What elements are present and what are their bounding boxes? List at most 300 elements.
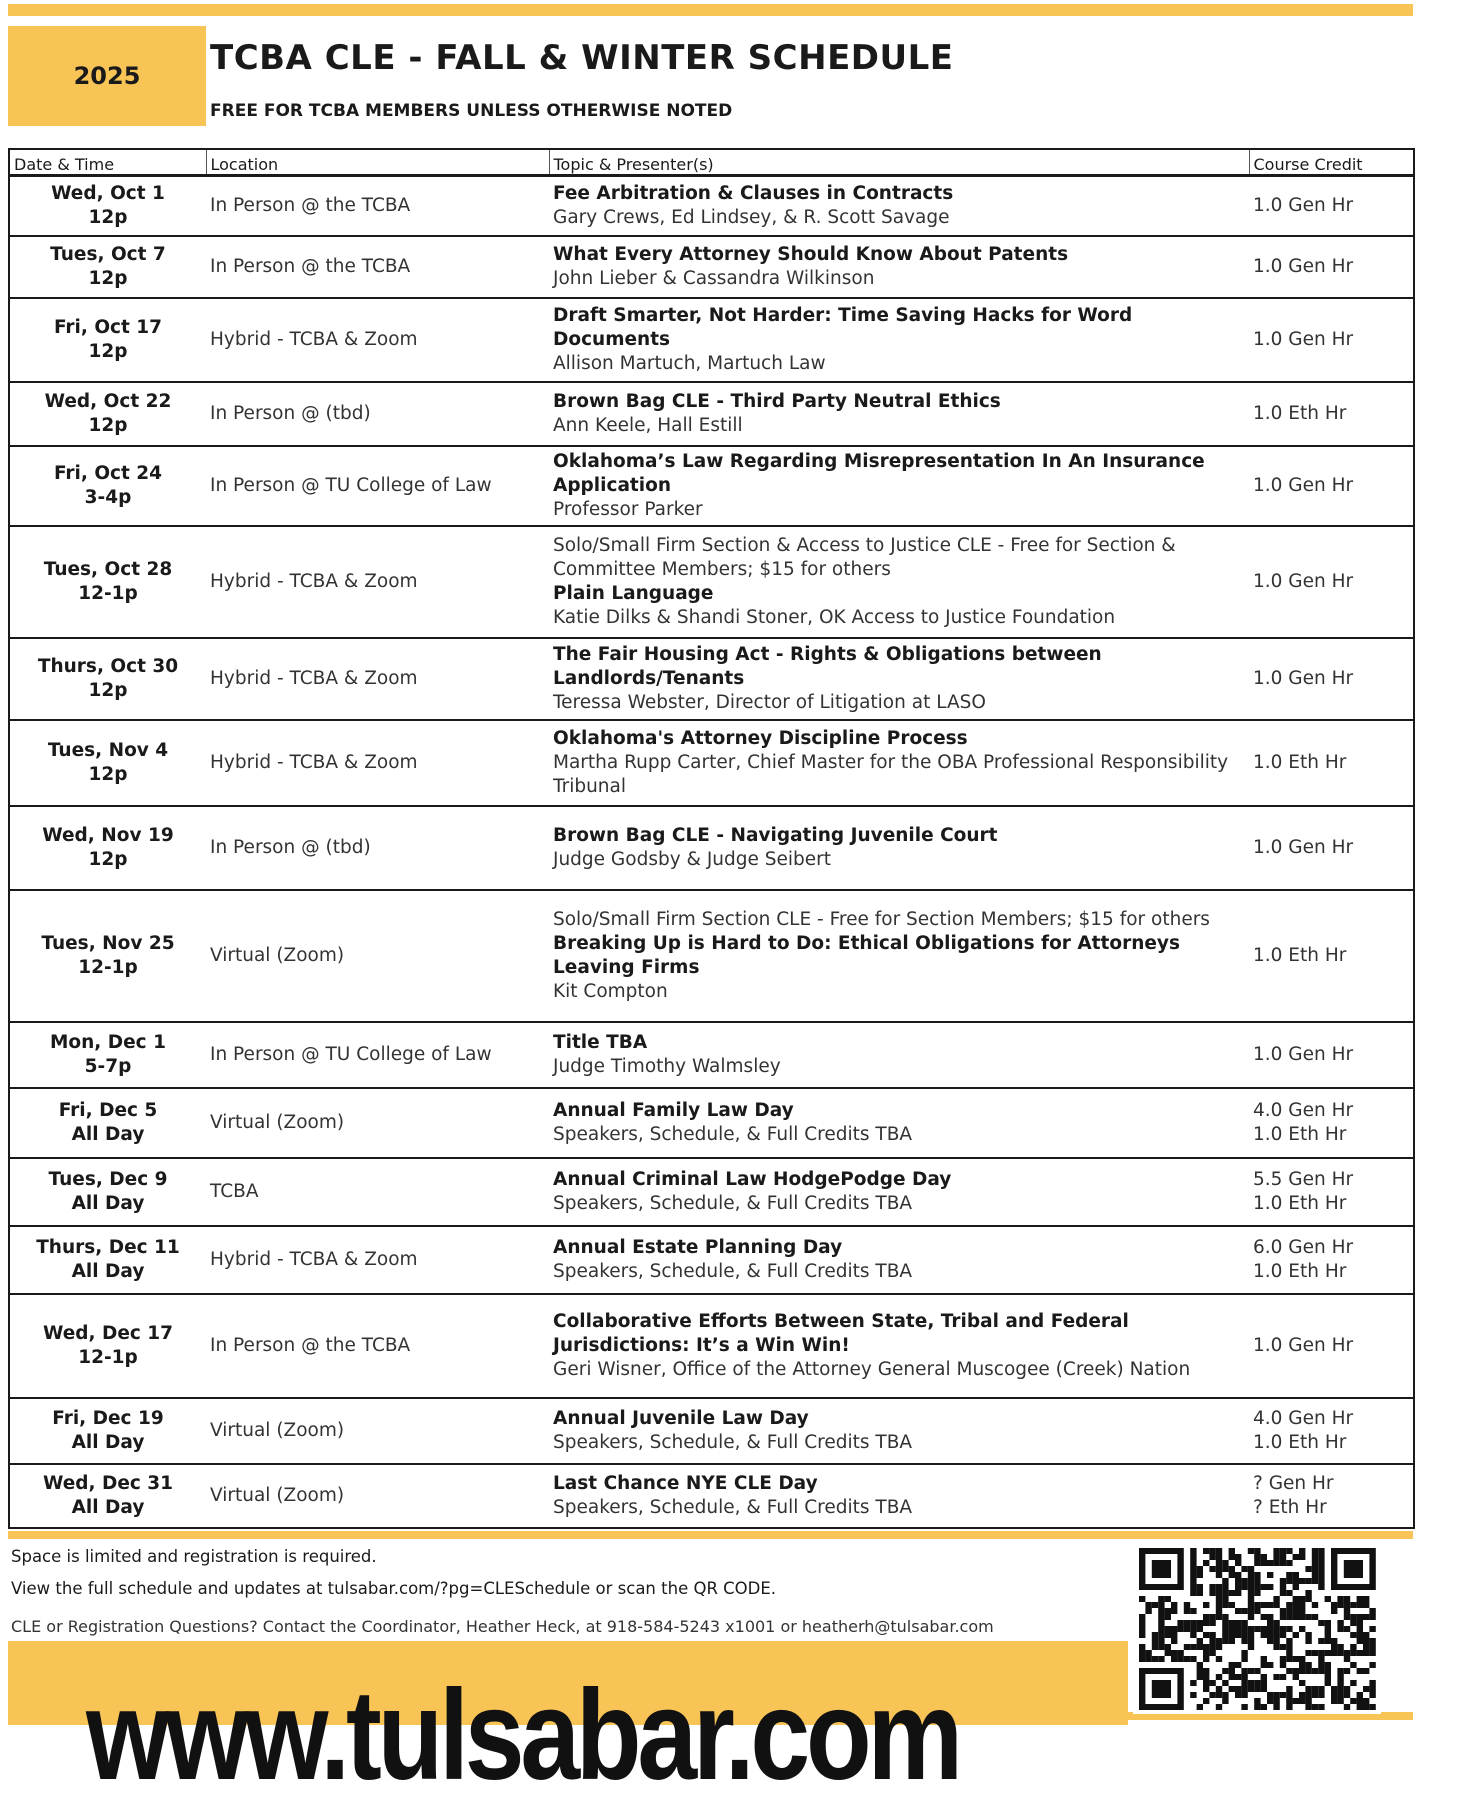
qr-module	[1325, 1620, 1331, 1626]
qr-module	[1158, 1596, 1164, 1602]
qr-module	[1363, 1602, 1369, 1608]
qr-module	[1248, 1566, 1254, 1572]
date-cell	[9, 236, 206, 298]
location-cell: Hybrid - TCBA & Zoom	[206, 638, 549, 720]
qr-module	[1293, 1632, 1299, 1638]
location-cell: In Person @ TU College of Law	[206, 1022, 549, 1088]
qr-module	[1286, 1572, 1292, 1578]
location-cell: TCBA	[206, 1158, 549, 1226]
qr-module	[1337, 1686, 1343, 1692]
location-cell: Virtual (Zoom)	[206, 1088, 549, 1158]
qr-module	[1209, 1650, 1215, 1656]
qr-module	[1267, 1620, 1273, 1626]
table-row	[9, 176, 1414, 236]
qr-module	[1190, 1626, 1196, 1632]
qr-module	[1305, 1590, 1311, 1596]
qr-module	[1293, 1596, 1299, 1602]
qr-module	[1261, 1554, 1267, 1560]
qr-module	[1139, 1644, 1145, 1650]
qr-module	[1241, 1626, 1247, 1632]
qr-module	[1293, 1614, 1299, 1620]
credit-line: 1.0 Gen Hr	[1253, 474, 1354, 496]
date-cell	[9, 382, 206, 446]
table-row	[9, 1022, 1414, 1088]
qr-module	[1331, 1692, 1337, 1698]
qr-module	[1369, 1638, 1375, 1644]
qr-module	[1363, 1614, 1369, 1620]
qr-module	[1261, 1704, 1267, 1710]
qr-module	[1248, 1668, 1254, 1674]
qr-module	[1305, 1662, 1311, 1668]
date-time: All Day	[71, 1496, 145, 1518]
qr-module	[1331, 1638, 1337, 1644]
qr-module	[1369, 1614, 1375, 1620]
qr-module	[1222, 1626, 1228, 1632]
qr-module	[1318, 1650, 1324, 1656]
qr-module	[1158, 1614, 1164, 1620]
qr-module	[1369, 1626, 1375, 1632]
qr-module	[1363, 1638, 1369, 1644]
qr-module	[1286, 1602, 1292, 1608]
qr-module	[1273, 1554, 1279, 1560]
qr-module	[1305, 1596, 1311, 1602]
qr-module	[1190, 1620, 1196, 1626]
topic-title: Collaborative Efforts Between State, Tribal and Federal Jurisdictions: It’s a Win Win!	[553, 1310, 1129, 1356]
qr-module	[1197, 1590, 1203, 1596]
qr-module	[1241, 1608, 1247, 1614]
table-row	[9, 638, 1414, 720]
qr-module	[1337, 1602, 1343, 1608]
qr-module	[1363, 1686, 1369, 1692]
qr-module	[1184, 1626, 1190, 1632]
qr-module	[1235, 1608, 1241, 1614]
qr-module	[1177, 1650, 1183, 1656]
qr-module	[1235, 1578, 1241, 1584]
qr-module	[1267, 1632, 1273, 1638]
qr-module	[1261, 1632, 1267, 1638]
qr-module	[1312, 1554, 1318, 1560]
qr-module	[1209, 1584, 1215, 1590]
credit-line: 1.0 Gen Hr	[1253, 1043, 1354, 1065]
credit-line: 1.0 Gen Hr	[1253, 667, 1354, 689]
qr-module	[1152, 1632, 1158, 1638]
credit-line: 1.0 Gen Hr	[1253, 328, 1354, 350]
qr-module	[1190, 1632, 1196, 1638]
qr-module	[1197, 1584, 1203, 1590]
qr-module	[1241, 1638, 1247, 1644]
qr-module	[1222, 1698, 1228, 1704]
qr-module	[1216, 1590, 1222, 1596]
date-day: Wed, Oct 22	[44, 390, 172, 412]
location-cell: In Person @ the TCBA	[206, 236, 549, 298]
qr-module	[1273, 1560, 1279, 1566]
qr-module	[1305, 1650, 1311, 1656]
date-day: Fri, Dec 19	[52, 1407, 164, 1429]
qr-module	[1331, 1650, 1337, 1656]
qr-module	[1312, 1566, 1318, 1572]
qr-module	[1209, 1638, 1215, 1644]
qr-module	[1158, 1608, 1164, 1614]
qr-module	[1139, 1650, 1145, 1656]
qr-module	[1190, 1692, 1196, 1698]
qr-module	[1312, 1578, 1318, 1584]
page-subtitle: FREE FOR TCBA MEMBERS UNLESS OTHERWISE NOTED	[210, 101, 733, 121]
qr-module	[1209, 1554, 1215, 1560]
topic-cell	[549, 298, 1249, 382]
qr-module	[1350, 1680, 1356, 1686]
date-time: 12p	[88, 267, 128, 289]
credit-cell	[1249, 1158, 1414, 1226]
qr-module	[1286, 1656, 1292, 1662]
qr-module	[1305, 1704, 1311, 1710]
qr-module	[1171, 1608, 1177, 1614]
qr-module	[1293, 1668, 1299, 1674]
table-row	[9, 298, 1414, 382]
qr-module	[1171, 1602, 1177, 1608]
qr-module	[1190, 1554, 1196, 1560]
qr-module	[1248, 1608, 1254, 1614]
qr-module	[1318, 1584, 1324, 1590]
qr-module	[1241, 1650, 1247, 1656]
qr-module	[1293, 1608, 1299, 1614]
qr-module	[1267, 1560, 1273, 1566]
qr-module	[1158, 1602, 1164, 1608]
table-row	[9, 1226, 1414, 1294]
qr-module	[1241, 1668, 1247, 1674]
date-day: Wed, Nov 19	[42, 824, 174, 846]
qr-module	[1184, 1656, 1190, 1662]
qr-module	[1280, 1662, 1286, 1668]
qr-module	[1312, 1692, 1318, 1698]
date-day: Wed, Dec 31	[42, 1472, 174, 1494]
qr-module	[1363, 1704, 1369, 1710]
qr-module	[1209, 1590, 1215, 1596]
table-row	[9, 1464, 1414, 1528]
registration-note: Space is limited and registration is required.	[11, 1547, 377, 1566]
qr-module	[1299, 1656, 1305, 1662]
qr-module	[1235, 1632, 1241, 1638]
qr-module	[1280, 1554, 1286, 1560]
qr-module	[1318, 1560, 1324, 1566]
topic-cell	[549, 1158, 1249, 1226]
qr-module	[1280, 1614, 1286, 1620]
qr-module	[1312, 1572, 1318, 1578]
qr-module	[1248, 1602, 1254, 1608]
qr-module	[1229, 1572, 1235, 1578]
qr-module	[1261, 1674, 1267, 1680]
qr-code-icon[interactable]	[1133, 1544, 1381, 1714]
table-row	[9, 890, 1414, 1022]
credit-line: 1.0 Gen Hr	[1253, 1334, 1354, 1356]
qr-module	[1286, 1692, 1292, 1698]
qr-module	[1254, 1680, 1260, 1686]
qr-module	[1369, 1686, 1375, 1692]
qr-module	[1305, 1686, 1311, 1692]
qr-module	[1261, 1602, 1267, 1608]
qr-module	[1229, 1620, 1235, 1626]
qr-module	[1222, 1578, 1228, 1584]
location-cell: Virtual (Zoom)	[206, 1398, 549, 1464]
qr-module	[1222, 1614, 1228, 1620]
qr-module	[1280, 1656, 1286, 1662]
qr-module	[1235, 1590, 1241, 1596]
qr-module	[1254, 1602, 1260, 1608]
credit-line: 4.0 Gen Hr	[1253, 1407, 1354, 1429]
topic-title: Fee Arbitration & Clauses in Contracts	[553, 182, 954, 204]
date-cell	[9, 298, 206, 382]
credit-cell	[1249, 638, 1414, 720]
qr-module	[1337, 1650, 1343, 1656]
qr-module	[1229, 1590, 1235, 1596]
qr-module	[1222, 1602, 1228, 1608]
table-row	[9, 446, 1414, 526]
qr-finder-module	[1152, 1560, 1171, 1578]
qr-module	[1299, 1602, 1305, 1608]
qr-module	[1344, 1668, 1350, 1674]
qr-module	[1273, 1632, 1279, 1638]
qr-module	[1139, 1656, 1145, 1662]
qr-module	[1229, 1686, 1235, 1692]
qr-module	[1235, 1626, 1241, 1632]
qr-module	[1216, 1614, 1222, 1620]
qr-module	[1273, 1674, 1279, 1680]
qr-module	[1197, 1572, 1203, 1578]
date-time: 12-1p	[78, 956, 138, 978]
qr-module	[1197, 1644, 1203, 1650]
qr-finder-module	[1152, 1680, 1171, 1698]
qr-module	[1286, 1578, 1292, 1584]
qr-module	[1369, 1692, 1375, 1698]
qr-module	[1286, 1704, 1292, 1710]
qr-module	[1318, 1704, 1324, 1710]
topic-title: Annual Juvenile Law Day	[553, 1407, 809, 1429]
qr-module	[1357, 1668, 1363, 1674]
qr-module	[1261, 1656, 1267, 1662]
qr-module	[1190, 1566, 1196, 1572]
qr-module	[1280, 1578, 1286, 1584]
qr-module	[1216, 1638, 1222, 1644]
credit-cell	[1249, 890, 1414, 1022]
qr-module	[1363, 1644, 1369, 1650]
qr-module	[1197, 1638, 1203, 1644]
qr-module	[1216, 1686, 1222, 1692]
qr-module	[1248, 1614, 1254, 1620]
date-time: All Day	[71, 1192, 145, 1214]
topic-title: Brown Bag CLE - Navigating Juvenile Court	[553, 824, 998, 846]
topic-cell	[549, 806, 1249, 890]
qr-module	[1273, 1638, 1279, 1644]
qr-module	[1184, 1644, 1190, 1650]
credit-line: 1.0 Gen Hr	[1253, 836, 1354, 858]
qr-module	[1357, 1692, 1363, 1698]
qr-module	[1273, 1644, 1279, 1650]
credit-line: ? Eth Hr	[1253, 1496, 1327, 1518]
qr-module	[1216, 1560, 1222, 1566]
topic-detail: Professor Parker	[553, 498, 703, 520]
qr-module	[1171, 1650, 1177, 1656]
credit-cell	[1249, 1226, 1414, 1294]
topic-detail: Allison Martuch, Martuch Law	[553, 352, 826, 374]
qr-module	[1299, 1692, 1305, 1698]
topic-title: What Every Attorney Should Know About Patents	[553, 243, 1069, 265]
qr-module	[1363, 1596, 1369, 1602]
qr-module	[1229, 1632, 1235, 1638]
column-header: Course Credit	[1249, 149, 1414, 176]
website-url[interactable]: www.tulsabar.com	[86, 1664, 959, 1807]
qr-module	[1203, 1680, 1209, 1686]
credit-line: 1.0 Eth Hr	[1253, 1260, 1347, 1282]
qr-module	[1241, 1584, 1247, 1590]
qr-module	[1165, 1644, 1171, 1650]
qr-module	[1209, 1620, 1215, 1626]
table-row	[9, 1398, 1414, 1464]
topic-detail: Kit Compton	[553, 980, 668, 1002]
qr-module	[1293, 1698, 1299, 1704]
qr-module	[1184, 1608, 1190, 1614]
qr-module	[1318, 1638, 1324, 1644]
topic-detail: Speakers, Schedule, & Full Credits TBA	[553, 1192, 913, 1214]
topic-detail: Speakers, Schedule, & Full Credits TBA	[553, 1260, 913, 1282]
location-cell: Hybrid - TCBA & Zoom	[206, 526, 549, 638]
qr-module	[1286, 1590, 1292, 1596]
topic-cell	[549, 236, 1249, 298]
qr-module	[1145, 1656, 1151, 1662]
qr-module	[1139, 1596, 1145, 1602]
qr-module	[1286, 1650, 1292, 1656]
qr-module	[1369, 1650, 1375, 1656]
topic-cell	[549, 176, 1249, 236]
qr-module	[1273, 1602, 1279, 1608]
date-day: Tues, Nov 4	[47, 739, 169, 761]
qr-module	[1254, 1560, 1260, 1566]
qr-module	[1325, 1680, 1331, 1686]
qr-module	[1184, 1620, 1190, 1626]
topic-cell	[549, 1398, 1249, 1464]
qr-module	[1273, 1548, 1279, 1554]
qr-module	[1357, 1704, 1363, 1710]
qr-module	[1229, 1602, 1235, 1608]
qr-module	[1229, 1548, 1235, 1554]
qr-module	[1305, 1614, 1311, 1620]
location-cell: Virtual (Zoom)	[206, 1464, 549, 1528]
credit-line: 1.0 Eth Hr	[1253, 1431, 1347, 1453]
location-cell: Hybrid - TCBA & Zoom	[206, 1226, 549, 1294]
topic-detail: Katie Dilks & Shandi Stoner, OK Access to Justice Foundation	[553, 606, 1116, 628]
topic-cell	[549, 1294, 1249, 1398]
qr-module	[1177, 1626, 1183, 1632]
qr-module	[1369, 1608, 1375, 1614]
topic-cell	[549, 638, 1249, 720]
qr-module	[1273, 1626, 1279, 1632]
qr-module	[1280, 1560, 1286, 1566]
qr-module	[1293, 1656, 1299, 1662]
qr-module	[1312, 1560, 1318, 1566]
qr-module	[1312, 1614, 1318, 1620]
topic-title: Oklahoma’s Law Regarding Misrepresentation In An Insurance Application	[553, 450, 1205, 496]
qr-module	[1299, 1608, 1305, 1614]
qr-module	[1286, 1638, 1292, 1644]
qr-module	[1318, 1662, 1324, 1668]
qr-module	[1280, 1692, 1286, 1698]
qr-module	[1299, 1680, 1305, 1686]
date-time: 12p	[88, 679, 128, 701]
location-cell: Hybrid - TCBA & Zoom	[206, 720, 549, 806]
qr-module	[1293, 1554, 1299, 1560]
topic-title: The Fair Housing Act - Rights & Obligations between Landlords/Tenants	[553, 643, 1102, 689]
qr-module	[1344, 1596, 1350, 1602]
qr-module	[1318, 1686, 1324, 1692]
qr-module	[1357, 1602, 1363, 1608]
qr-module	[1229, 1674, 1235, 1680]
qr-module	[1152, 1656, 1158, 1662]
qr-module	[1209, 1566, 1215, 1572]
qr-module	[1177, 1620, 1183, 1626]
qr-module	[1203, 1632, 1209, 1638]
qr-module	[1203, 1650, 1209, 1656]
topic-title: Title TBA	[553, 1031, 648, 1053]
qr-module	[1363, 1668, 1369, 1674]
qr-module	[1286, 1698, 1292, 1704]
qr-module	[1235, 1584, 1241, 1590]
qr-module	[1158, 1638, 1164, 1644]
credit-cell	[1249, 446, 1414, 526]
qr-module	[1325, 1668, 1331, 1674]
qr-module	[1369, 1644, 1375, 1650]
date-day: Thurs, Oct 30	[37, 655, 179, 677]
credit-line: 1.0 Eth Hr	[1253, 402, 1347, 424]
qr-module	[1197, 1662, 1203, 1668]
qr-module	[1190, 1590, 1196, 1596]
credit-cell	[1249, 298, 1414, 382]
qr-module	[1325, 1596, 1331, 1602]
date-day: Tues, Nov 25	[41, 932, 175, 954]
qr-module	[1165, 1614, 1171, 1620]
qr-module	[1325, 1632, 1331, 1638]
date-cell	[9, 1158, 206, 1226]
qr-module	[1357, 1632, 1363, 1638]
qr-module	[1254, 1548, 1260, 1554]
qr-module	[1165, 1650, 1171, 1656]
qr-module	[1216, 1572, 1222, 1578]
qr-module	[1305, 1578, 1311, 1584]
date-day: Fri, Oct 17	[53, 316, 163, 338]
qr-module	[1299, 1614, 1305, 1620]
qr-module	[1139, 1632, 1145, 1638]
date-cell	[9, 720, 206, 806]
qr-module	[1267, 1572, 1273, 1578]
qr-module	[1248, 1578, 1254, 1584]
qr-module	[1286, 1548, 1292, 1554]
topic-cell	[549, 1088, 1249, 1158]
topic-title: Oklahoma's Attorney Discipline Process	[553, 727, 968, 749]
topic-detail: Judge Timothy Walmsley	[553, 1055, 781, 1077]
date-day: Fri, Dec 5	[58, 1099, 158, 1121]
qr-module	[1203, 1698, 1209, 1704]
qr-module	[1254, 1626, 1260, 1632]
qr-module	[1171, 1656, 1177, 1662]
qr-module	[1229, 1566, 1235, 1572]
qr-module	[1312, 1548, 1318, 1554]
qr-module	[1280, 1608, 1286, 1614]
qr-module	[1254, 1578, 1260, 1584]
qr-module	[1209, 1614, 1215, 1620]
qr-module	[1357, 1620, 1363, 1626]
topic-cell	[549, 720, 1249, 806]
qr-module	[1261, 1614, 1267, 1620]
qr-module	[1177, 1656, 1183, 1662]
date-cell	[9, 526, 206, 638]
qr-module	[1190, 1560, 1196, 1566]
